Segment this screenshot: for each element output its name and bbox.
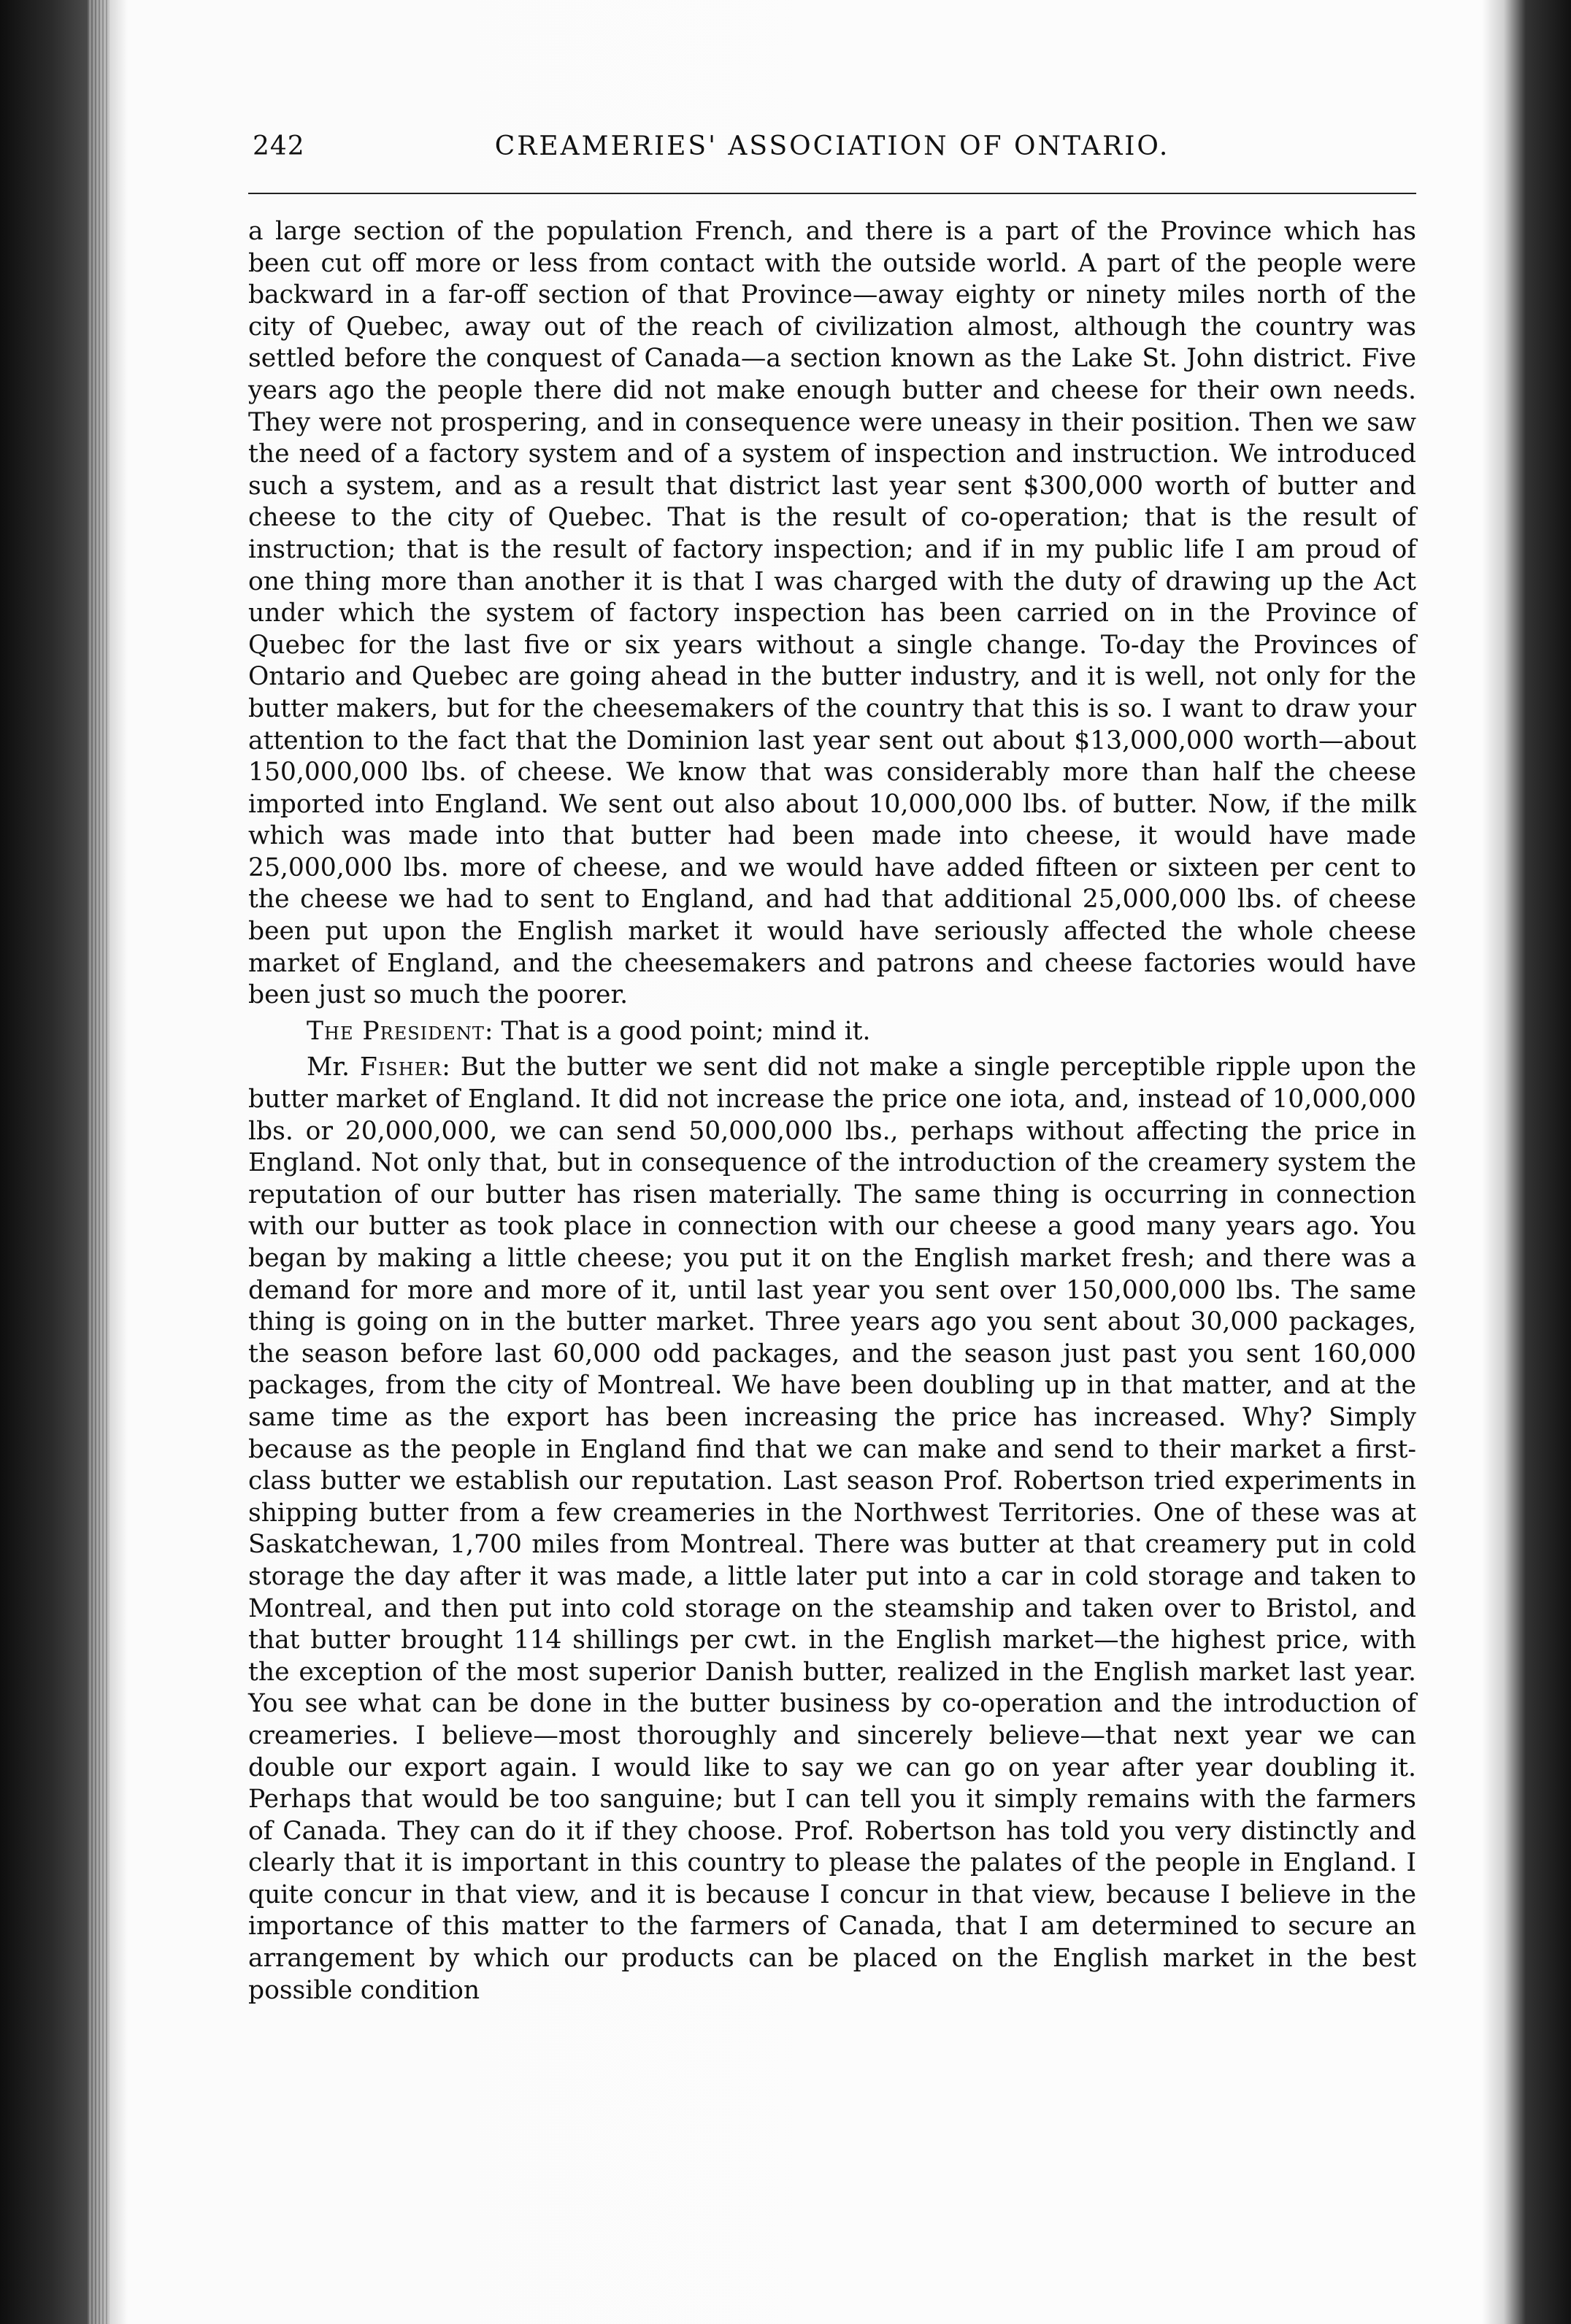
header-rule (248, 193, 1416, 194)
page-number: 242 (253, 131, 305, 161)
paragraph-3-text: : But the butter we sent did not make a single perceptible ripple upon the butter market of England. It did not increase the price one iota, and, instead of 10,000,000 lbs. or 20,000,000, we can send 50,000,000 lbs., perhaps without affecting the price in England. Not only that, but in consequence of the introduction of the creamery system the reputation of our butter has risen materially. The same thing is occurring in connection with our butter as took place in connection with our cheese a good many years ago. You began by making a little cheese; you put it on the English market fresh; and there was a demand for more and more of it, until last year you sent over 150,000,000 lbs. The same thing is going on in the butter market. Three years ago you sent about 30,000 packages, the season before last 60,000 odd packages, and the season just past you sent 160,000 packages, from the city of Montreal. We have been doubling up in that matter, and at the same time as the export has been increasing the price has increased. Why? Simply because as the people in England find that we can make and send to their market a first-class butter we establish our reputation. Last season Prof. Robertson tried experiments in shipping butter from a few creameries in the Northwest Territories. One of these was at Saskatchewan, 1,700 miles from Montreal. There was butter at that creamery put in cold storage the day after it was made, a little later put into a car in cold storage and taken to Montreal, and then put into cold storage on the steamship and taken over to Bristol, and that butter brought 114 shillings per cwt. in the English market—the highest price, with the exception of the most superior Danish butter, realized in the English market last year. You see what can be done in the butter business by co-operation and the introduction of creameries. I believe—most thoroughly and sincerely believe—that next year we can double our export again. I would like to say we can go on year after year doubling it. Perhaps that would be too sanguine; but I can tell you it simply remains with the farmers of Canada. They can do it if they choose. Prof. Robertson has told you very distinctly and clearly that it is important in this country to please the palates of the people in England. I quite concur in that view, and it is because I concur in that view, because I believe in the importance of this matter to the farmers of Canada, that I am determined to secure an arrangement by which our products can be placed on the English market in the best possible condition (248, 1053, 1416, 2005)
book-spine (88, 0, 110, 2324)
paragraph-2 (248, 1016, 1416, 1048)
page-content (248, 131, 1416, 2006)
header-title: CREAMERIES' ASSOCIATION OF ONTARIO. (494, 131, 1170, 161)
paragraph-2-text: : That is a good point; mind it. (484, 1016, 871, 1046)
speaker-prefix: Mr. (307, 1053, 360, 1082)
paragraph-3 (248, 1052, 1416, 2006)
running-header (248, 131, 1416, 175)
speaker-president: The President (307, 1016, 485, 1046)
paragraph-1: a large section of the population French, and there is a part of the Province which has been cut off more or less from contact with the outside world. A part of the people were backward in a far-off section of that Province—away eighty or ninety miles north of the city of Quebec, away out of the reach of civilization almost, although the country was settled before the conquest of Canada—a section known as the Lake St. John district. Five years ago the people there did not make enough butter and cheese for their own needs. They were not prospering, and in consequence were uneasy in their position. Then we saw the need of a factory system and of a system of inspection and instruction. We introduced such a system, and as a result that district last year sent $300,000 worth of butter and cheese to the city of Quebec. That is the result of co-operation; that is the result of instruction; that is the result of factory inspection; and if in my public life I am proud of one thing more than another it is that I was charged with the duty of drawing up the Act under which the system of factory inspection has been carried on in the Province of Quebec for the last five or six years without a single change. To-day the Provinces of Ontario and Quebec are going ahead in the butter industry, and it is well, not only for the butter makers, but for the cheesemakers of the country that this is so. I want to draw your attention to the fact that the Dominion last year sent out about $13,000,000 worth—about 150,000,000 lbs. of cheese. We know that was considerably more than half the cheese imported into England. We sent out also about 10,000,000 lbs. of butter. Now, if the milk which was made into that butter had been made into cheese, it would have made 25,000,000 lbs. more of cheese, and we would have added fifteen or sixteen per cent to the cheese we had to sent to England, and had that additional 25,000,000 lbs. of cheese been put upon the English market it would have seriously affected the whole cheese market of England, and the cheesemakers and patrons and cheese factories would have been just so much the poorer. (248, 217, 1416, 1010)
speaker-fisher: Fisher (359, 1053, 442, 1082)
